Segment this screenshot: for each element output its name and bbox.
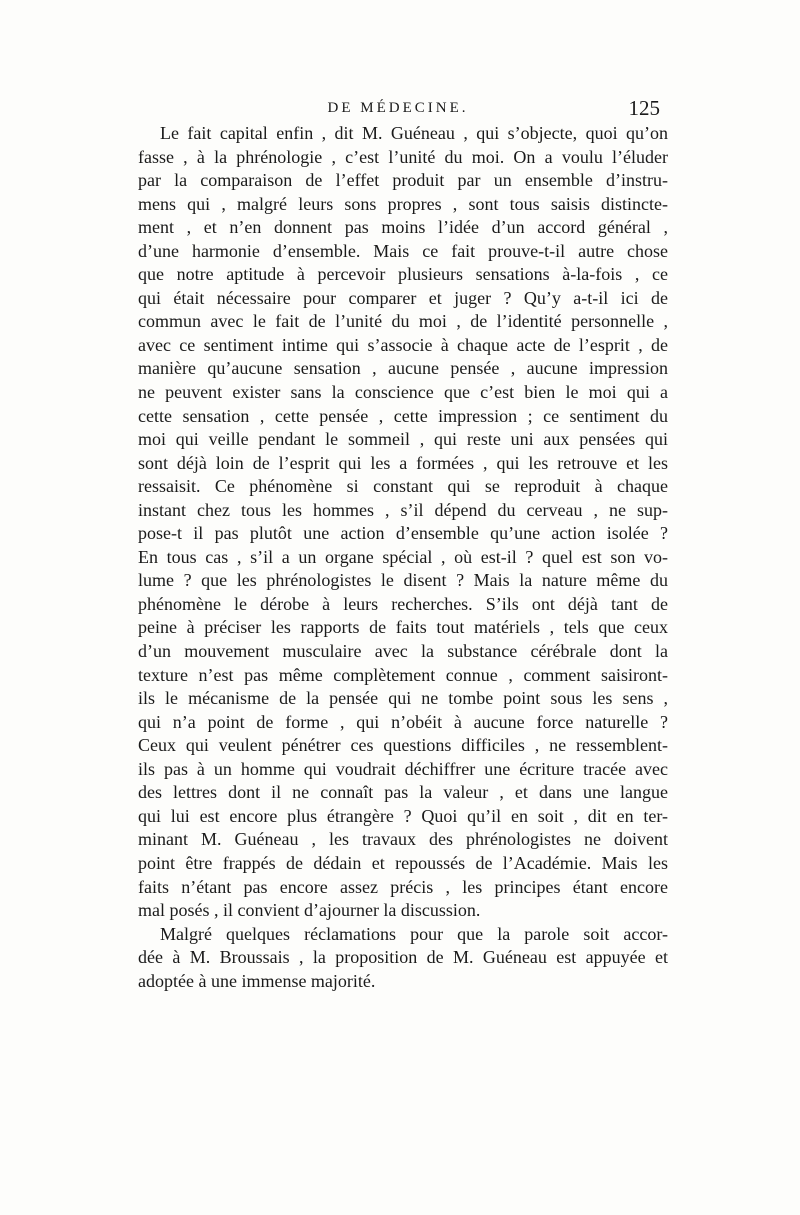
text-line: qui n’a point de forme , qui n’obéit à aucune force naturelle ?	[138, 711, 668, 732]
text-line: minant M. Guéneau , les travaux des phrénologistes ne doivent	[138, 829, 668, 850]
text-line: que notre aptitude à percevoir plusieurs sensations à-la-fois , ce	[138, 264, 668, 285]
text-line: pose-t il pas plutôt une action d’ensemble qu’une action isolée ?	[138, 523, 668, 544]
text-line: Le fait capital enfin , dit M. Guéneau , qui s’objecte, quoi qu’on	[160, 123, 668, 143]
text-line: d’un mouvement musculaire avec la substance cérébrale dont la	[138, 641, 668, 662]
text-line: En tous cas , s’il a un organe spécial , où est-il ? quel est son vo-	[138, 546, 668, 567]
text-line: avec ce sentiment intime qui s’associe à chaque acte de l’esprit , de	[138, 334, 668, 355]
text-line: ressaisit. Ce phénomène si constant qui se reproduit à chaque	[138, 476, 668, 497]
paragraph-1	[138, 122, 668, 923]
text-line: dée à M. Broussais , la proposition de M. Guéneau est appuyée et	[138, 947, 668, 968]
text-line: qui était nécessaire pour comparer et juger ? Qu’y a-t-il ici de	[138, 287, 668, 308]
text-line: moi qui veille pendant le sommeil , qui reste uni aux pensées qui	[138, 429, 668, 450]
text-line: ils pas à un homme qui voudrait déchiffrer une écriture tracée avec	[138, 758, 668, 779]
text-line: lume ? que les phrénologistes le disent ? Mais la nature même du	[138, 570, 668, 591]
text-line: par la comparaison de l’effet produit par un ensemble d’instru-	[138, 170, 668, 191]
text-line: qui lui est encore plus étrangère ? Quoi qu’il en soit , dit en ter-	[138, 805, 668, 826]
text-line: commun avec le fait de l’unité du moi , de l’identité personnelle ,	[138, 311, 668, 332]
text-line: cette sensation , cette pensée , cette impression ; ce sentiment du	[138, 405, 668, 426]
page-header	[138, 96, 658, 124]
text-line: faits n’étant pas encore assez précis , les principes étant encore	[138, 876, 668, 897]
text-line: phénomène le dérobe à leurs recherches. S’ils ont déjà tant de	[138, 593, 668, 614]
text-line: instant chez tous les hommes , s’il dépend du cerveau , ne sup-	[138, 499, 668, 520]
text-line: adoptée à une immense majorité.	[138, 970, 376, 991]
text-line: peine à préciser les rapports de faits tout matériels , tels que ceux	[138, 617, 668, 638]
text-line: ment , et n’en donnent pas moins l’idée d’un accord général ,	[138, 217, 668, 238]
text-line: Malgré quelques réclamations pour que la parole soit accor-	[160, 923, 668, 944]
text-line: ne peuvent exister sans la conscience que c’est bien le moi qui a	[138, 382, 668, 403]
text-line: manière qu’aucune sensation , aucune pensée , aucune impression	[138, 358, 668, 379]
text-line: d’une harmonie d’ensemble. Mais ce fait prouve-t-il autre chose	[138, 240, 668, 261]
text-line: fasse , à la phrénologie , c’est l’unité du moi. On a voulu l’éluder	[138, 146, 668, 167]
text-line: mens qui , malgré leurs sons propres , sont tous saisis distincte-	[138, 193, 668, 214]
text-line: texture n’est pas même complètement connue , comment saisiront-	[138, 664, 668, 685]
text-line: mal posés , il convient d’ajourner la discussion.	[138, 900, 481, 921]
text-line: ils le mécanisme de la pensée qui ne tombe point sous les sens ,	[138, 688, 668, 709]
running-title: DE MÉDECINE.	[327, 100, 469, 116]
page-number: 125	[628, 96, 660, 120]
text-line: sont déjà loin de l’esprit qui les a formées , qui les retrouve et les	[138, 452, 668, 473]
text-line: des lettres dont il ne connaît pas la valeur , et dans une langue	[138, 782, 668, 803]
text-line: Ceux qui veulent pénétrer ces questions difficiles , ne ressemblent-	[138, 735, 668, 756]
paragraph-2	[138, 923, 668, 994]
text-line: point être frappés de dédain et repoussés de l’Académie. Mais les	[138, 852, 668, 873]
body-text	[138, 122, 668, 993]
